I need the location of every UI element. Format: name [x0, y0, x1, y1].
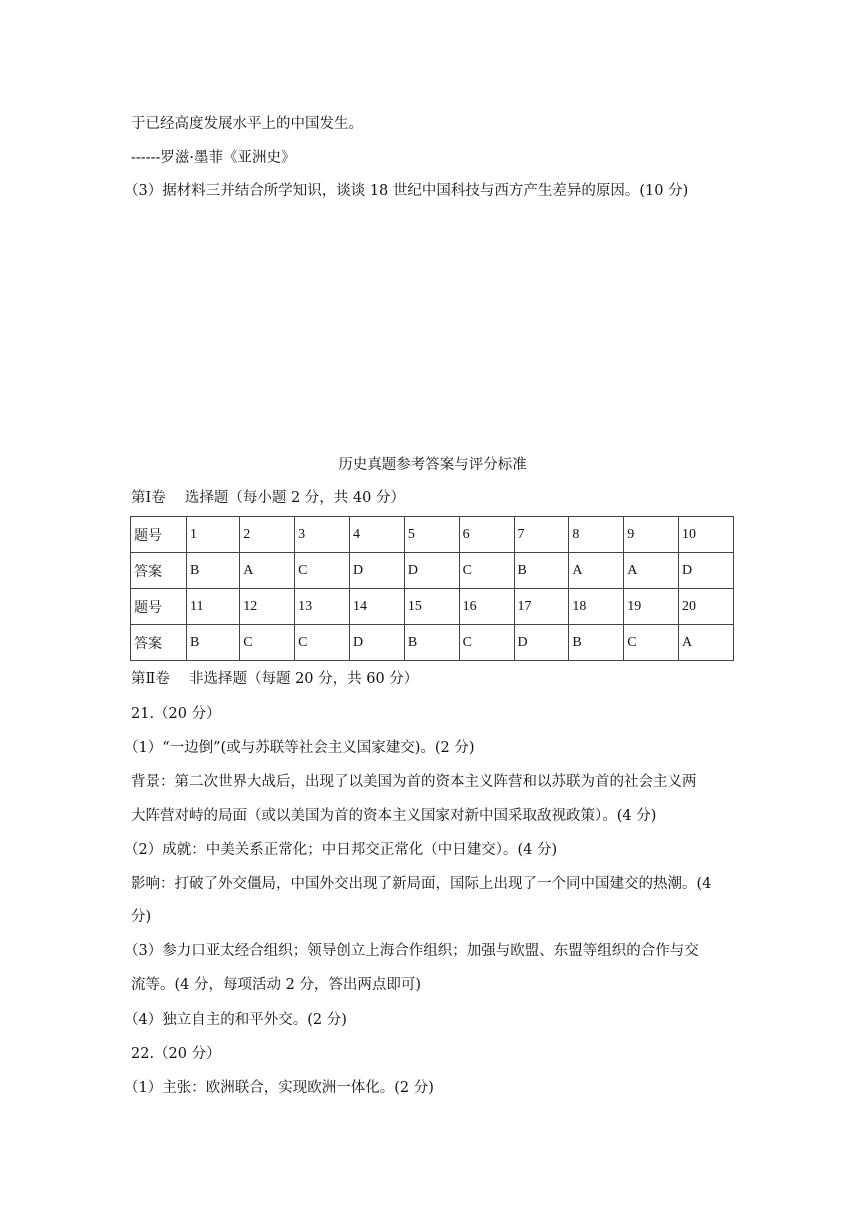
table-row: [131, 625, 734, 661]
table-cell: B: [187, 625, 240, 661]
q21-answer-3a: （3）参力口亚太经合组织；领导创立上海合作组织；加强与欧盟、东盟等组织的合作与交: [124, 943, 699, 959]
table-cell: C: [295, 625, 350, 661]
q21-answer-4: （4）独立自主的和平外交。(2 分): [124, 1012, 347, 1028]
table-cell: 8: [569, 517, 624, 553]
table-cell: 11: [187, 589, 240, 625]
table-cell: A: [569, 553, 624, 589]
table-cell: D: [349, 553, 404, 589]
table-cell: 20: [679, 589, 734, 625]
text-line-continuation: 于已经高度发展水平上的中国发生。: [131, 116, 363, 132]
row-header-cell: 题号: [131, 589, 187, 625]
table-cell: 17: [514, 589, 569, 625]
table-cell: C: [295, 553, 350, 589]
table-cell: A: [240, 553, 295, 589]
table-row: [131, 517, 734, 553]
table-cell: D: [514, 625, 569, 661]
table-cell: 13: [295, 589, 350, 625]
table-cell: C: [459, 553, 514, 589]
table-cell: 3: [295, 517, 350, 553]
table-cell: 19: [624, 589, 679, 625]
q21-answer-3b: 流等。(4 分，每项活动 2 分，答出两点即可): [131, 977, 422, 993]
table-cell: B: [514, 553, 569, 589]
table-cell: A: [624, 553, 679, 589]
table-cell: 7: [514, 517, 569, 553]
answer-key-title: 历史真题参考答案与评分标准: [338, 457, 527, 473]
table-row: [131, 589, 734, 625]
row-header-cell: 题号: [131, 517, 187, 553]
table-cell: 5: [404, 517, 459, 553]
q21-background-2: 大阵营对峙的局面（或以美国为首的资本主义国家对新中国采取敌视政策）。(4 分): [131, 808, 657, 824]
table-cell: D: [679, 553, 734, 589]
q22-heading: 22.（20 分）: [131, 1046, 221, 1062]
table-cell: 1: [187, 517, 240, 553]
row-header-cell: 答案: [131, 553, 187, 589]
table-row: [131, 553, 734, 589]
table-cell: D: [349, 625, 404, 661]
part1-heading: 第Ⅰ卷 选择题（每小题 2 分，共 40 分）: [131, 490, 405, 506]
table-cell: 6: [459, 517, 514, 553]
q21-heading: 21.（20 分）: [131, 706, 221, 722]
table-cell: 16: [459, 589, 514, 625]
question-3: （3）据材料三并结合所学知识，谈谈 18 世纪中国科技与西方产生差异的原因。(10 分): [124, 183, 689, 199]
table-cell: A: [679, 625, 734, 661]
table-cell: B: [569, 625, 624, 661]
q21-answer-1: （1）“一边倒”(或与苏联等社会主义国家建交)。(2 分): [124, 740, 475, 756]
table-cell: B: [404, 625, 459, 661]
row-header-cell: 答案: [131, 625, 187, 661]
q21-answer-2: （2）成就：中美关系正常化；中日邦交正常化（中日建交）。(4 分): [124, 842, 558, 858]
source-citation: ------罗滋·墨菲《亚洲史》: [131, 150, 296, 166]
table-cell: C: [459, 625, 514, 661]
table-cell: C: [240, 625, 295, 661]
q22-answer-1: （1）主张：欧洲联合，实现欧洲一体化。(2 分): [124, 1080, 434, 1096]
table-cell: 9: [624, 517, 679, 553]
q21-impact-1: 影响：打破了外交僵局，中国外交出现了新局面，国际上出现了一个同中国建交的热潮。(4: [131, 876, 712, 892]
answer-table: [130, 516, 734, 661]
table-cell: D: [404, 553, 459, 589]
table-cell: 15: [404, 589, 459, 625]
table-cell: 18: [569, 589, 624, 625]
table-cell: 10: [679, 517, 734, 553]
table-cell: 2: [240, 517, 295, 553]
table-cell: 14: [349, 589, 404, 625]
q21-background-1: 背景：第二次世界大战后，出现了以美国为首的资本主义阵营和以苏联为首的社会主义两: [131, 774, 697, 790]
table-cell: B: [187, 553, 240, 589]
q21-impact-2: 分): [131, 909, 152, 925]
part2-heading: 第Ⅱ卷 非选择题（每题 20 分，共 60 分）: [131, 671, 419, 687]
table-cell: C: [624, 625, 679, 661]
table-cell: 12: [240, 589, 295, 625]
table-cell: 4: [349, 517, 404, 553]
